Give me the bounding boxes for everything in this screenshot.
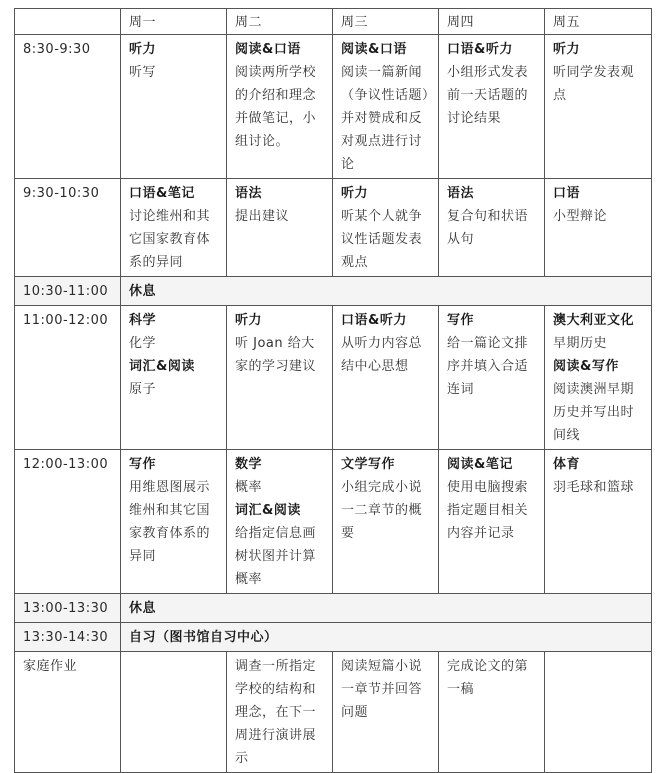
lesson-description: 阅读一篇新闻（争议性话题）并对赞成和反对观点进行讨论 — [341, 65, 430, 172]
lesson-cell-thursday — [439, 306, 545, 450]
lesson-subject: 口语&听力 — [447, 42, 513, 57]
lesson-subject: 口语&笔记 — [129, 186, 195, 201]
break-cell — [121, 277, 652, 306]
time-slot-cell: 13:30-14:30 — [15, 623, 121, 652]
lesson-subject: 语法 — [235, 186, 263, 201]
lesson-cell-wednesday — [333, 35, 439, 179]
lesson-subject: 澳大利亚文化 — [553, 313, 635, 328]
break-cell — [121, 594, 652, 623]
lesson-subject: 科学 — [129, 313, 157, 328]
schedule-row — [15, 35, 652, 179]
lesson-cell-thursday — [439, 450, 545, 594]
schedule-row — [15, 623, 652, 652]
schedule-row — [15, 450, 652, 594]
lesson-description: 阅读两所学校的介绍和理念并做笔记，小组讨论。 — [235, 65, 317, 149]
lesson-description: 讨论维州和其它国家教育体系的异同 — [129, 209, 211, 270]
lesson-description: 用维恩图展示维州和其它国家教育体系的异同 — [129, 480, 211, 564]
lesson-subject: 口语&听力 — [341, 313, 407, 328]
time-slot-cell: 11:00-12:00 — [15, 306, 121, 450]
weekly-timetable — [14, 8, 652, 773]
lesson-subject: 体育 — [553, 457, 581, 472]
lesson-cell-monday — [121, 179, 227, 277]
lesson-description: 早期历史 — [553, 336, 608, 351]
lesson-cell-friday — [545, 35, 652, 179]
lesson-description-secondary: 给指定信息画树状图并计算概率 — [235, 526, 317, 587]
header-monday: 周一 — [121, 9, 227, 35]
lesson-subject: 文学写作 — [341, 457, 396, 472]
header-tuesday: 周二 — [227, 9, 333, 35]
schedule-row — [15, 277, 652, 306]
time-slot-cell: 9:30-10:30 — [15, 179, 121, 277]
lesson-subject: 写作 — [129, 457, 157, 472]
lesson-subject: 听力 — [553, 42, 581, 57]
break-label: 休息 — [129, 601, 157, 616]
schedule-row — [15, 594, 652, 623]
time-slot-cell: 家庭作业 — [15, 652, 121, 773]
lesson-description: 化学 — [129, 336, 157, 351]
lesson-description: 从听力内容总结中心思想 — [341, 336, 423, 374]
lesson-subject: 阅读&笔记 — [447, 457, 513, 472]
lesson-subject: 口语 — [553, 186, 581, 201]
lesson-description: 羽毛球和篮球 — [553, 480, 635, 495]
lesson-subject: 数学 — [235, 457, 263, 472]
lesson-description: 听 Joan 给大家的学习建议 — [235, 336, 317, 374]
schedule-row — [15, 179, 652, 277]
lesson-description: 概率 — [235, 480, 263, 495]
lesson-subject: 阅读&口语 — [235, 42, 301, 57]
lesson-cell-thursday — [439, 35, 545, 179]
lesson-subject-secondary: 阅读&写作 — [553, 359, 619, 374]
lesson-description: 小型辩论 — [553, 209, 608, 224]
break-label: 自习（图书馆自习中心） — [129, 630, 278, 645]
lesson-subject-secondary: 词汇&阅读 — [129, 359, 195, 374]
time-slot-cell: 10:30-11:00 — [15, 277, 121, 306]
break-cell — [121, 623, 652, 652]
lesson-cell-thursday — [439, 179, 545, 277]
lesson-cell-tuesday — [227, 306, 333, 450]
lesson-cell-monday — [121, 306, 227, 450]
lesson-cell-wednesday — [333, 652, 439, 773]
schedule-row — [15, 652, 652, 773]
break-label: 休息 — [129, 284, 157, 299]
header-friday: 周五 — [545, 9, 652, 35]
lesson-cell-tuesday — [227, 652, 333, 773]
lesson-cell-friday — [545, 179, 652, 277]
lesson-cell-wednesday — [333, 306, 439, 450]
schedule-row — [15, 306, 652, 450]
lesson-description: 小组形式发表前一天话题的讨论结果 — [447, 65, 529, 126]
header-row — [15, 9, 652, 35]
timetable-container — [14, 8, 652, 773]
lesson-subject: 听力 — [235, 313, 263, 328]
lesson-description: 听某个人就争议性话题发表观点 — [341, 209, 423, 270]
lesson-cell-monday — [121, 652, 227, 773]
time-slot-cell: 12:00-13:00 — [15, 450, 121, 594]
lesson-description: 提出建议 — [235, 209, 290, 224]
lesson-description: 听同学发表观点 — [553, 65, 635, 103]
lesson-cell-friday — [545, 652, 652, 773]
header-wednesday: 周三 — [333, 9, 439, 35]
lesson-cell-tuesday — [227, 450, 333, 594]
lesson-cell-friday — [545, 306, 652, 450]
lesson-cell-wednesday — [333, 179, 439, 277]
lesson-cell-wednesday — [333, 450, 439, 594]
lesson-cell-monday — [121, 450, 227, 594]
lesson-subject: 听力 — [341, 186, 369, 201]
lesson-subject: 阅读&口语 — [341, 42, 407, 57]
lesson-subject-secondary: 词汇&阅读 — [235, 503, 301, 518]
lesson-description: 复合句和状语从句 — [447, 209, 529, 247]
lesson-description-secondary: 原子 — [129, 382, 157, 397]
lesson-cell-tuesday — [227, 179, 333, 277]
lesson-description: 完成论文的第一稿 — [447, 659, 529, 697]
lesson-description: 调查一所指定学校的结构和理念，在下一周进行演讲展示 — [235, 659, 317, 766]
lesson-subject: 听力 — [129, 42, 157, 57]
lesson-description: 小组完成小说一二章节的概要 — [341, 480, 423, 541]
header-corner-cell — [15, 9, 121, 35]
lesson-subject: 写作 — [447, 313, 475, 328]
header-thursday: 周四 — [439, 9, 545, 35]
lesson-description-secondary: 阅读澳洲早期历史并写出时间线 — [553, 382, 635, 443]
lesson-cell-friday — [545, 450, 652, 594]
lesson-subject: 语法 — [447, 186, 475, 201]
lesson-cell-tuesday — [227, 35, 333, 179]
lesson-description: 听写 — [129, 65, 157, 80]
time-slot-cell: 13:00-13:30 — [15, 594, 121, 623]
lesson-cell-monday — [121, 35, 227, 179]
lesson-description: 阅读短篇小说一章节并回答问题 — [341, 659, 423, 720]
lesson-description: 给一篇论文排序并填入合适连词 — [447, 336, 529, 397]
lesson-description: 使用电脑搜索指定题目相关内容并记录 — [447, 480, 529, 541]
time-slot-cell: 8:30-9:30 — [15, 35, 121, 179]
lesson-cell-thursday — [439, 652, 545, 773]
